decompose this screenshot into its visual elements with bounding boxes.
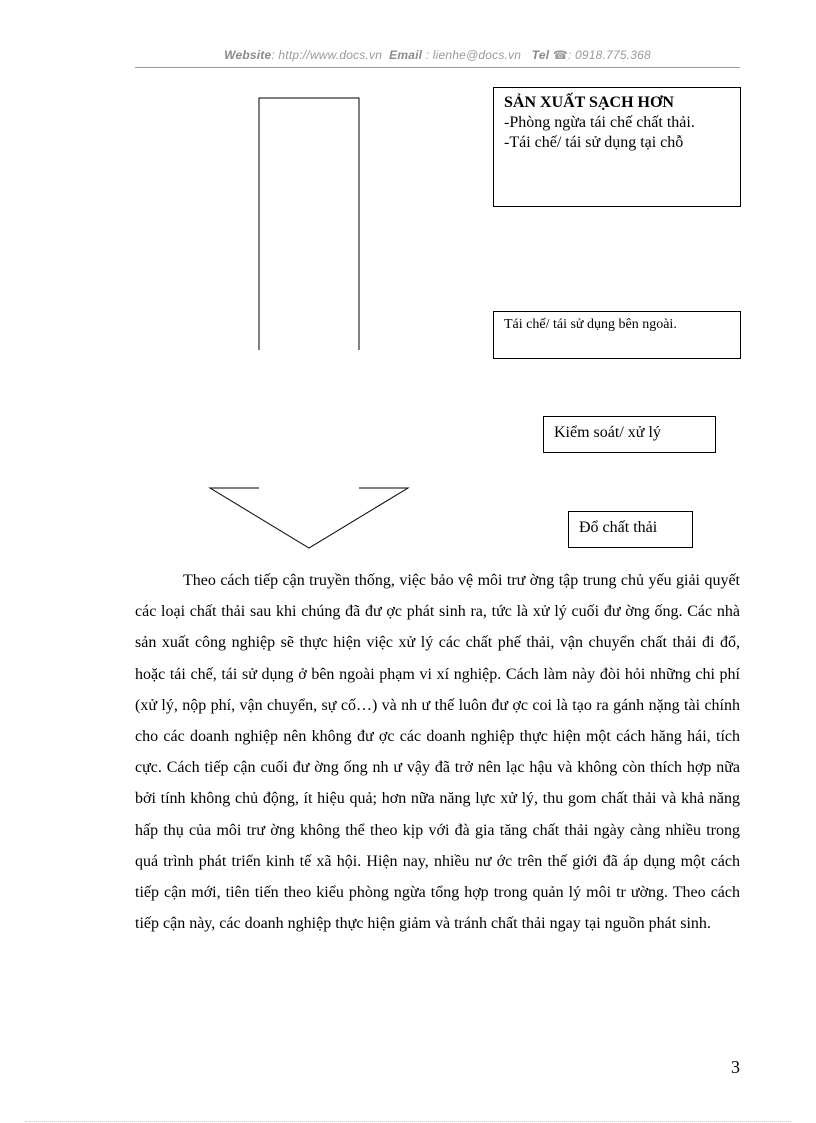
body-paragraph: Theo cách tiếp cận truyền thống, việc bảo vệ môi trư ờng tập trung chủ yếu giải quyết các loại chất thải sau khi chúng đã đư ợc phát sinh ra, tức là xử lý cuối đư ờng ống. Các nhà sản xuất công nghiệp sẽ thực hiện việc xử lý các chất phế thải, vận chuyển chất thải đi đổ, hoặc tái chế, tái sử dụng ở bên ngoài phạm vi xí nghiệp. Cách làm này đòi hỏi những chi phí (xử lý, nộp phí, vận chuyển, sự cố…) và nh ư thế luôn đư ợc coi là tạo ra gánh nặng tài chính cho các doanh nghiệp nên không đư ợc các doanh nghiệp thực hiện một cách hăng hái, tích cực. Cách tiếp cận cuối đư ờng ống nh ư vậy đã trở nên lạc hậu và không còn thích hợp nữa bởi tính không chủ động, ít hiệu quả; hơn nữa năng lực xử lý, thu gom chất thải và khả năng hấp thụ của môi trư ờng không thể theo kịp với đà gia tăng chất thải ngày càng nhiều trong quá trình phát triển kinh tế xã hội. Hiện nay, nhiều nư ớc trên thế giới đã áp dụng một cách tiếp cận mới, tiên tiến theo kiểu phòng ngừa tổng hợp trong quản lý môi tr ường. Theo cách tiếp cận này, các doanh nghiệp thực hiện giảm và tránh chất thải ngay tại nguồn phát sinh. (135, 572, 740, 933)
cleaner-production-line-2: -Tái chế/ tái sử dụng tại chỗ (504, 134, 684, 151)
email-value[interactable]: : lienhe@docs.vn (425, 48, 522, 62)
tel-value: : 0918.775.368 (567, 48, 651, 62)
external-recycle-box: Tái chế/ tái sử dụng bên ngoài. (493, 311, 741, 359)
cleaner-production-title: SẢN XUẤT SẠCH HƠN (504, 94, 674, 111)
page-number: 3 (731, 1057, 740, 1077)
dump-waste-box: Đổ chất thải (568, 511, 693, 548)
cleaner-production-box (493, 87, 741, 207)
cleaner-production-line-1: -Phòng ngừa tái chế chất thải. (504, 114, 695, 131)
email-label: Email (389, 48, 423, 62)
footer-divider (25, 1121, 791, 1122)
waste-hierarchy-diagram (0, 0, 816, 560)
phone-icon: ☎ (552, 48, 568, 62)
arrowhead-outline (210, 488, 408, 548)
tel-label: Tel (531, 48, 550, 62)
hierarchy-arrow (0, 0, 816, 560)
website-label: Website (224, 48, 272, 62)
body-text (135, 565, 740, 939)
arrow-outline (259, 98, 359, 350)
website-value[interactable]: : http://www.docs.vn (271, 48, 383, 62)
control-treat-box: Kiểm soát/ xử lý (543, 416, 716, 453)
